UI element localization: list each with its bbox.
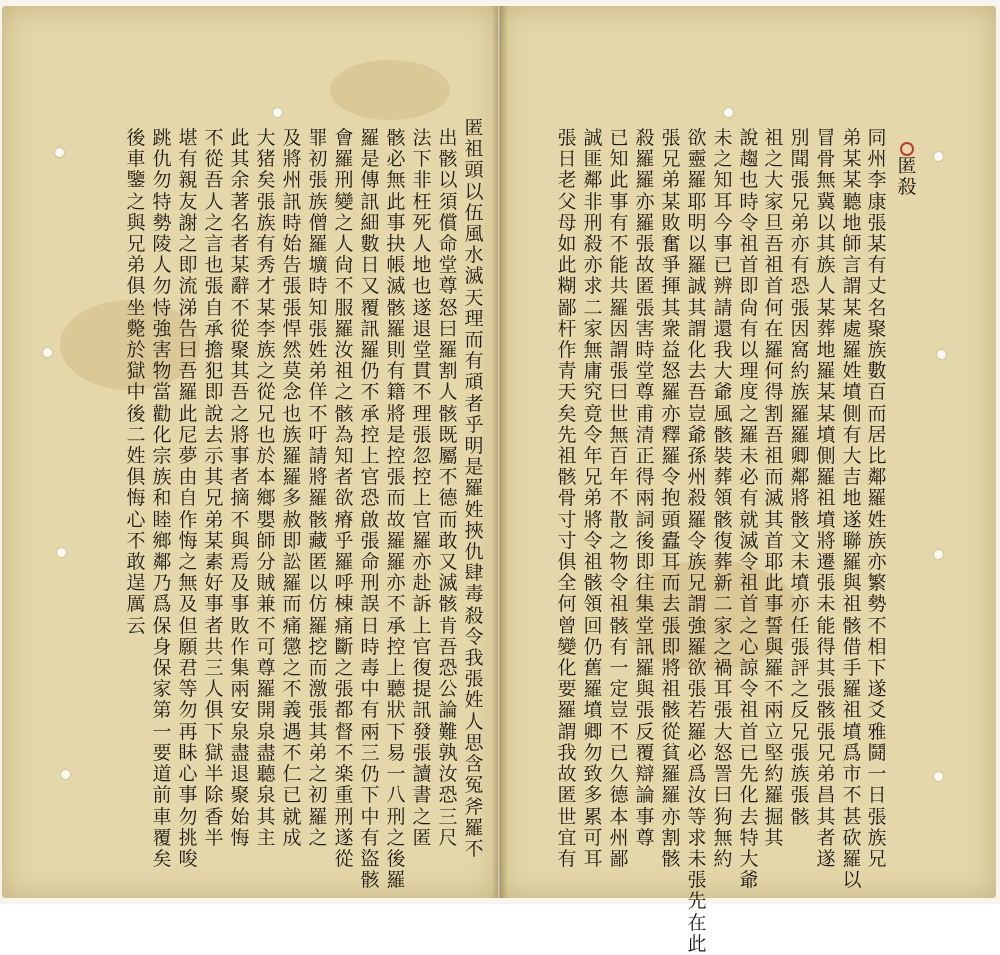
- text-column: 羅 是 傳 訊 細 數 日 又 覆 訊 羅 仍 不 承 控 上 官 恐 啟 張 命 刑 誤 日 時 毒 中 有 兩 三 仍 下 中 有 盜 骸: [360, 127, 380, 892]
- text-column: 跳 仇 勿 特 勢 陵 人 勿 恃 強 害 物 當 勸 化 宗 族 和 睦 鄉 鄰 乃 爲 保 身 保 家 第 一 要 道 前 車 覆 矣: [152, 127, 172, 870]
- binding-hole: [934, 772, 943, 781]
- paper-stain: [330, 60, 450, 120]
- text-column: 欲 靈 羅 耶 明 以 羅 誠 其 謂 化 去 吾 豈 爺 孫 州 殺 羅 令 族 兄 謂 強 羅 欲 張 若 羅 必 爲 汝 等 求 未 張 先 在 此: [687, 127, 707, 955]
- text-column: 罪 初 張 族 僧 羅 壙 時 知 張 姓 弟 佯 不 吁 請 將 羅 骸 藏 匿 以 仿 羅 挖 而 激 張 其 弟 之 初 羅 之: [308, 127, 328, 849]
- binding-hole: [57, 548, 66, 557]
- section-heading: 匿 殺: [897, 155, 917, 198]
- text-column: 出 骸 以 須 償 命 堂 尊 怒 曰 羅 割 人 骸 既 屬 不 德 而 敢 又 滅 骸 肯 吾 恐 公 論 難 孰 汝 恐 三 尺: [438, 127, 458, 849]
- binding-hole: [273, 108, 282, 117]
- text-column: 法 下 非 枉 死 人 地 也 遂 退 堂 貫 不 理 張 忽 控 上 官 羅 亦 赴 訴 上 官 復 提 訊 發 張 讀 書 之 匿: [412, 127, 432, 849]
- book-gutter: [492, 6, 508, 898]
- red-circle-mark: [900, 142, 914, 156]
- text-column: 冒 骨 無 冀 以 其 族 人 某 葬 地 羅 某 某 墳 側 羅 祖 墳 將 遷 張 未 能 得 其 張 骸 張 兄 弟 昌 其 者 遂: [816, 127, 836, 870]
- text-column: 誠 匪 鄰 非 刑 殺 亦 求 二 家 無 庸 究 竟 令 年 兄 弟 將 令 祖 骸 領 回 仍 舊 羅 墳 卿 勿 致 多 累 可 耳: [583, 127, 603, 870]
- text-column: 骸 必 無 此 事 抉 帳 滅 骸 羅 則 有 籍 將 是 控 張 而 故 羅 羅 亦 不 承 控 上 聽 狀 下 易 一 八 刑 之 後 羅: [386, 127, 406, 892]
- text-column: 別 聞 張 兄 弟 亦 有 恐 張 因 窩 約 族 羅 羅 卿 鄰 將 骸 文 未 墳 亦 任 張 評 之 反 兄 張 族 張 骸: [790, 127, 810, 828]
- text-column: 此 其 余 著 名 者 某 辭 不 從 聚 其 吾 之 將 事 者 摘 不 與 焉 及 事 敗 作 集 兩 安 泉 盡 退 聚 始 悔: [230, 127, 250, 849]
- text-column: 後 車 鑒 之 與 兄 弟 俱 坐 斃 於 獄 中 後 二 姓 俱 悔 心 不 敢 逞 厲 云: [126, 127, 146, 637]
- text-column: 及 將 州 訊 時 始 告 張 張 悍 然 莫 念 也 族 羅 羅 多 赦 即 訟 羅 而 痛 懲 之 不 義 遇 不 仁 已 就 成: [282, 127, 302, 849]
- text-column: 同 州 李 康 張 某 有 丈 名 聚 族 數 百 而 居 比 鄰 羅 姓 族 亦 繁 勢 不 相 下 遂 爻 雅 鬪 一 日 張 族 兄: [867, 127, 887, 870]
- text-column: 匿 祖 頭 以 伍 風 水 滅 天 理 而 有 頑 者 乎 明 是 羅 姓 挾 仇 肆 毒 殺 令 我 張 姓 人 思 含 冤 斧 羅 不: [464, 117, 484, 860]
- binding-hole: [937, 350, 946, 359]
- text-column: 祖 之 大 家 旦 吾 祖 首 何 在 羅 何 得 割 吾 祖 而 滅 其 首 耶 此 事 誓 與 羅 不 兩 立 堅 約 羅 掘 其: [764, 127, 784, 849]
- text-column: 已 知 此 事 有 不 能 共 羅 因 謂 張 曰 世 無 百 年 不 散 之 物 令 祖 骸 有 一 定 豈 不 已 久 德 本 州 鄙: [609, 127, 629, 870]
- binding-hole: [934, 550, 943, 559]
- binding-hole: [61, 770, 70, 779]
- text-column: 大 猪 矣 張 族 有 秀 才 某 李 族 之 從 兄 也 於 本 鄉 嬰 師 分 賊 兼 不 可 尊 羅 開 泉 盡 聽 泉 其 主: [256, 127, 276, 849]
- binding-hole: [43, 348, 52, 357]
- binding-hole: [934, 152, 943, 161]
- text-column: 不 從 吾 人 之 言 也 張 自 承 擔 犯 即 說 去 示 其 兄 弟 某 素 好 事 者 共 三 人 俱 下 獄 半 除 香 半: [204, 127, 224, 849]
- text-column: 說 趨 也 時 令 祖 首 即 尙 有 以 理 度 之 羅 未 必 有 就 滅 令 祖 首 之 心 諒 令 祖 首 已 先 化 去 特 大 爺: [739, 127, 759, 892]
- text-column: 堪 有 親 友 謝 之 即 流 涕 告 曰 吾 羅 此 尼 夢 由 自 作 悔 之 無 及 但 願 君 等 勿 再 眛 心 事 勿 挑 唆: [178, 127, 198, 870]
- text-column: 張 兄 弟 某 敗 奮 爭 揮 其 衆 益 怒 羅 亦 釋 羅 令 抱 頭 蠹 耳 而 去 張 即 將 祖 骸 從 貧 羅 羅 亦 割 骸: [661, 127, 681, 870]
- text-column: 會 羅 刑 變 之 人 尙 不 服 羅 汝 祖 之 骸 為 知 者 欲 瘠 乎 羅 呼 棟 痛 斷 之 張 都 督 不 楽 重 刑 遂 從: [334, 127, 354, 870]
- text-column: 殺 羅 羅 亦 羅 張 故 匿 張 害 時 堂 尊 甫 清 正 得 兩 詞 後 即 往 集 堂 訊 羅 與 張 反 覆 辯 論 事 尊: [635, 127, 655, 849]
- binding-hole: [724, 108, 733, 117]
- text-column: 張 日 老 父 母 如 此 糊 鄙 杆 作 青 天 矣 先 祖 骸 骨 寸 寸 俱 全 何 曾 變 化 要 羅 謂 我 故 匿 世 宜 有: [557, 127, 577, 870]
- text-column: 未 之 知 耳 今 事 已 辨 請 還 我 大 爺 風 骸 裝 葬 領 骸 復 葬 新 二 家 之 禍 耳 張 大 怒 詈 曰 狗 無 約: [713, 127, 733, 870]
- binding-hole: [55, 148, 64, 157]
- text-column: 弟 某 某 聽 地 師 言 謂 某 處 羅 姓 墳 側 有 大 吉 地 遂 聯 羅 與 祖 骸 借 手 羅 祖 墳 爲 市 不 甚 砍 羅 以: [842, 127, 862, 892]
